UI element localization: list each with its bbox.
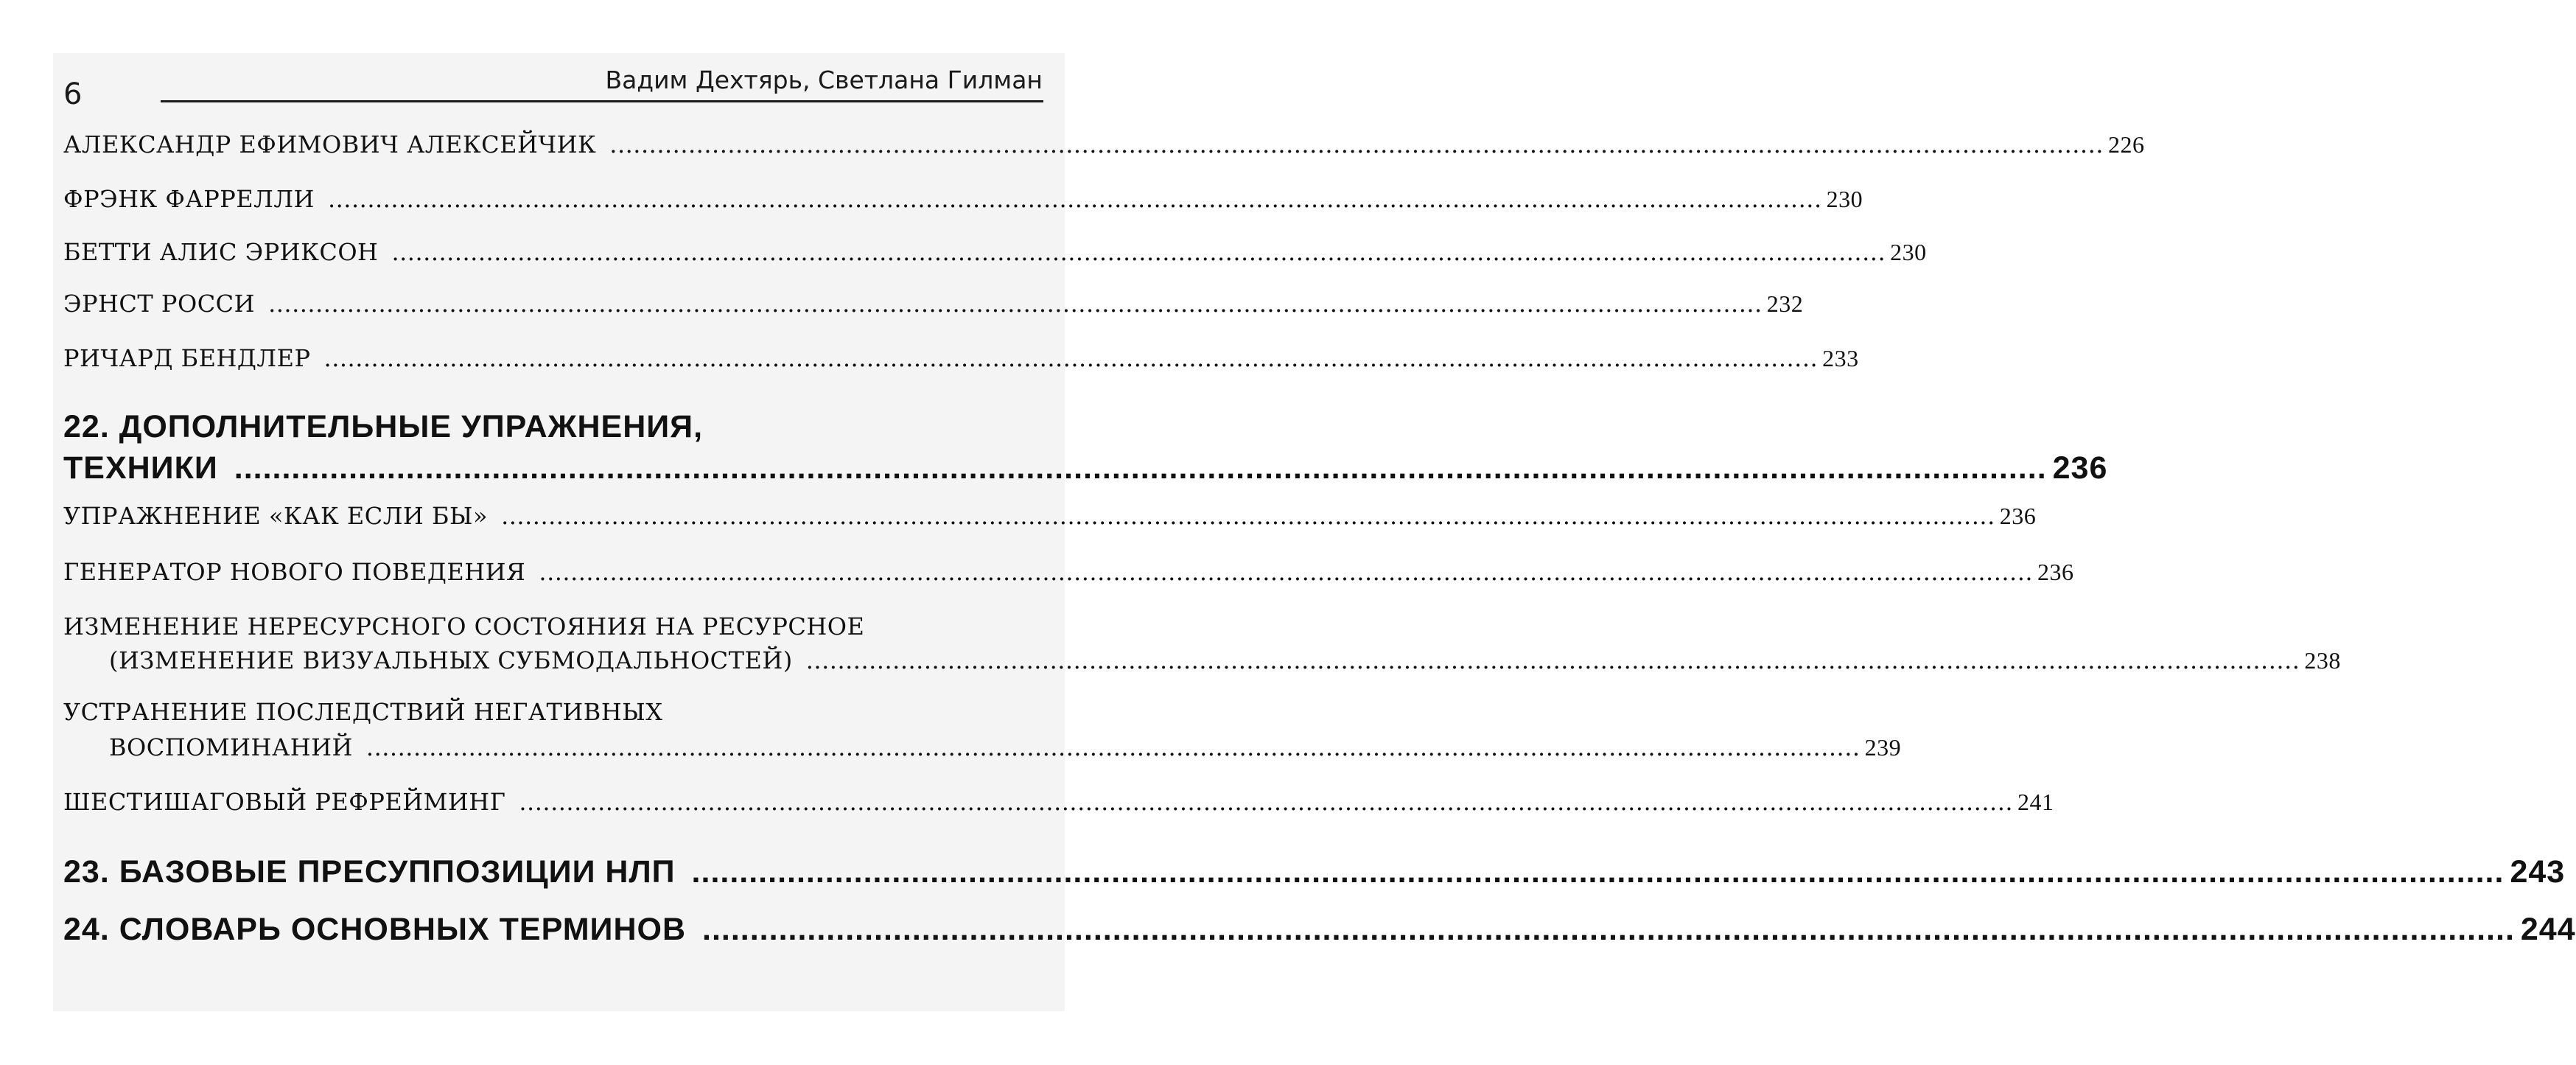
toc-chapter-23[interactable]: [63, 854, 2566, 890]
toc-chapter-label: 23. БАЗОВЫЕ ПРЕСУППОЗИЦИИ НЛП: [63, 854, 676, 890]
running-head: Вадим Дехтярь, Светлана Гилман: [605, 66, 1043, 94]
toc-page-ref: 244: [2520, 912, 2576, 947]
toc-chapter-label: 24. СЛОВАРЬ ОСНОВНЫХ ТЕРМИНОВ: [63, 912, 686, 947]
toc-entry-memories[interactable]: [109, 733, 1902, 761]
toc-page-ref: 230: [1826, 186, 1863, 212]
page-number: 6: [63, 77, 83, 111]
toc-entry-label: РИЧАРД БЕНДЛЕР: [63, 344, 311, 372]
header-rule: [161, 100, 1043, 102]
toc-entry-label: ВОСПОМИНАНИЙ: [109, 733, 353, 761]
toc-entry-state-change[interactable]: [109, 646, 2341, 674]
toc-leader: ..............................................................................................................................................................................................: [391, 238, 1886, 266]
toc-leader: ..............................................................................................................................................................................................: [691, 854, 2505, 890]
toc-entry-label: (ИЗМЕНЕНИЕ ВИЗУАЛЬНЫХ СУБМОДАЛЬНОСТЕЙ): [109, 646, 793, 674]
toc-leader: ..............................................................................................................................................................................................: [805, 646, 2300, 674]
toc-entry-label: ФРЭНК ФАРРЕЛЛИ: [63, 185, 315, 213]
toc-page-ref: 239: [1864, 734, 1902, 761]
toc-page-ref: 236: [2037, 559, 2074, 585]
toc-entry-label: ШЕСТИШАГОВЫЙ РЕФРЕЙМИНГ: [63, 788, 506, 816]
toc-page-ref: 230: [1890, 239, 1927, 265]
toc-chapter-22-title[interactable]: 22. ДОПОЛНИТЕЛЬНЫЕ УПРАЖНЕНИЯ,: [63, 409, 704, 444]
toc-page-ref: 241: [2017, 789, 2054, 815]
toc-leader: ..............................................................................................................................................................................................: [327, 185, 1822, 213]
toc-entry-label: БЕТТИ АЛИС ЭРИКСОН: [63, 238, 379, 266]
toc-page-ref: 233: [1822, 345, 1859, 371]
toc-entry-new-behavior-generator[interactable]: [63, 558, 2074, 586]
toc-entry-bandler[interactable]: [63, 344, 1859, 372]
toc-page-ref: 238: [2304, 647, 2341, 674]
toc-leader: ..............................................................................................................................................................................................: [609, 130, 2104, 158]
toc-page-ref: 226: [2107, 131, 2145, 158]
toc-entry-alekseychik[interactable]: [63, 130, 2145, 158]
toc-chapter-24[interactable]: [63, 912, 2576, 947]
toc-chapter-label: ТЕХНИКИ: [63, 450, 218, 486]
toc-entry-as-if[interactable]: [63, 502, 2037, 530]
toc-entry-reframing[interactable]: [63, 788, 2054, 816]
toc-leader: ..............................................................................................................................................................................................: [519, 788, 2014, 816]
toc-page-ref: 236: [1999, 503, 2037, 529]
toc-page-ref: 243: [2510, 854, 2566, 890]
toc-entry-erickson[interactable]: [63, 238, 1927, 266]
toc-entry-farrelly[interactable]: [63, 185, 1863, 213]
toc-leader: ..............................................................................................................................................................................................: [323, 344, 1819, 372]
toc-page-ref: 236: [2052, 450, 2108, 486]
toc-entry-label: АЛЕКСАНДР ЕФИМОВИЧ АЛЕКСЕЙЧИК: [63, 130, 597, 158]
toc-leader: ..............................................................................................................................................................................................: [501, 502, 1995, 530]
toc-chapter-22[interactable]: [63, 450, 2108, 486]
toc-leader: ..............................................................................................................................................................................................: [234, 450, 2047, 486]
toc-entry-rossi[interactable]: [63, 290, 1804, 318]
toc-leader: ..............................................................................................................................................................................................: [702, 912, 2515, 947]
toc-entry-label: ЭРНСТ РОССИ: [63, 290, 256, 318]
toc-leader: ..............................................................................................................................................................................................: [539, 558, 2034, 586]
toc-leader: ..............................................................................................................................................................................................: [268, 290, 1763, 318]
toc-page-ref: 232: [1766, 290, 1804, 317]
toc-entry-label: ГЕНЕРАТОР НОВОГО ПОВЕДЕНИЯ: [63, 558, 526, 586]
toc-entry-state-change-line1[interactable]: ИЗМЕНЕНИЕ НЕРЕСУРСНОГО СОСТОЯНИЯ НА РЕСУРСНОЕ: [63, 612, 865, 640]
toc-entry-memories-line1[interactable]: УСТРАНЕНИЕ ПОСЛЕДСТВИЙ НЕГАТИВНЫХ: [63, 698, 663, 726]
toc-leader: ..............................................................................................................................................................................................: [365, 733, 1861, 761]
toc-entry-label: УПРАЖНЕНИЕ «КАК ЕСЛИ БЫ»: [63, 502, 489, 530]
